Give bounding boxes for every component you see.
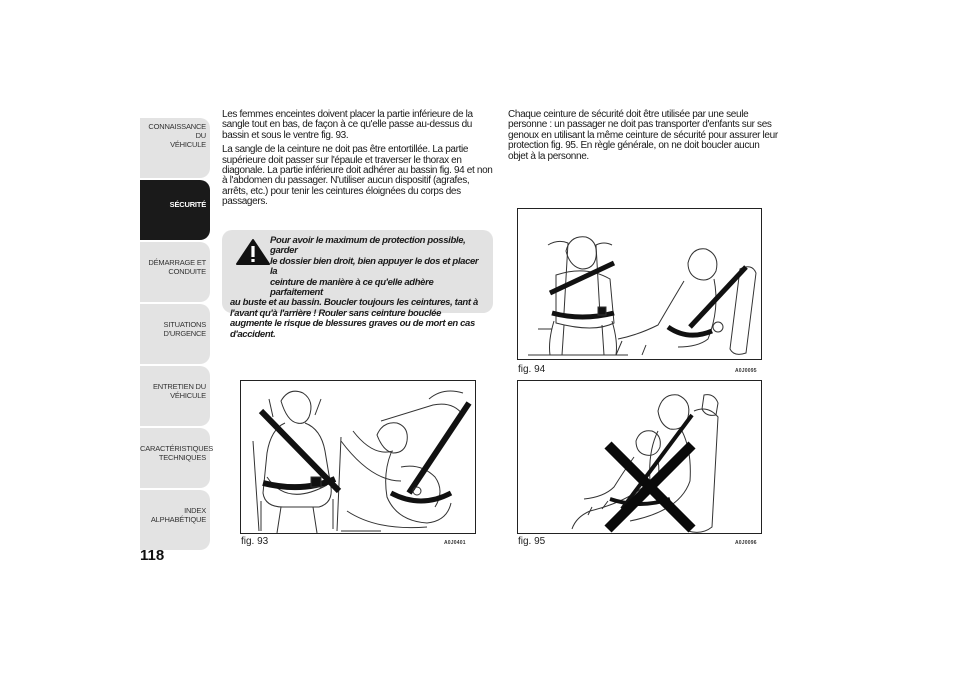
seated-passengers-seatbelt-illustration — [518, 209, 763, 361]
figure-95-code: A0J0096 — [735, 540, 757, 546]
tab-index-alphabetique[interactable]: INDEX ALPHABÉTIQUE — [140, 490, 210, 550]
figure-94-code: A0J0095 — [735, 368, 757, 374]
paragraph: Chaque ceinture de sécurité doit être utilisée par une seule personne : un passager ne doit pas transporter d'enfants sur ses genoux en utilisant la même ceinture de sécurité pour assurer leur protection fig. 95. En règle générale, on ne doit boucler aucun objet à la personne. — [508, 109, 778, 162]
figure-95 — [517, 380, 762, 534]
child-on-lap-forbidden-illustration — [518, 381, 763, 535]
figure-94-caption: fig. 94 — [518, 364, 546, 375]
paragraph: La sangle de la ceinture ne doit pas être entortillée. La partie supérieure doit passer sur l'épaule et traverser le thorax en diagonale. La partie inférieure doit adhérer au bassin fig. 94 et non à l'abdomen du passager. N'utiliser aucun dispositif (agrafes, arrêts, etc.) pour tenir les ceintures éloignées du corps des passagers. — [222, 144, 493, 208]
paragraph: Les femmes enceintes doivent placer la partie inférieure de la sangle tout en bas, de façon à ce qu'elle passe au-dessus du bassin et sous le ventre fig. 93. — [222, 109, 473, 141]
tab-entretien-du-vehicule[interactable]: ENTRETIEN DU VÉHICULE — [140, 366, 210, 426]
tab-securite[interactable]: SÉCURITÉ — [140, 180, 210, 240]
figure-93-caption: fig. 93 — [241, 536, 269, 547]
warning-box — [222, 230, 493, 340]
pregnant-woman-seatbelt-illustration — [241, 381, 477, 535]
figure-94 — [517, 208, 762, 360]
right-column — [508, 110, 780, 166]
tab-situations-d-urgence[interactable]: SITUATIONS D'URGENCE — [140, 304, 210, 364]
tab-demarrage-et-conduite[interactable]: DÉMARRAGE ET CONDUITE — [140, 242, 210, 302]
page-number: 118 — [140, 547, 165, 564]
tab-caracteristiques-techniques[interactable]: CARACTÉRISTIQUES TECHNIQUES — [140, 428, 210, 488]
figure-93-code: A0J0401 — [444, 540, 466, 546]
figure-93 — [240, 380, 476, 534]
left-column — [222, 110, 494, 212]
warning-text: Pour avoir le maximum de protection possible, garder le dossier bien droit, bien appuyer le dos et placer la ceinture de manière à ce qu'elle adhère parfaitement au buste et au bassin. Boucler toujours les ceintures, tant à l'avant qu'à l'arrière ! Rouler sans ceinture bouclée augmente le risque de blessures graves ou de mort en cas d'accident. — [230, 235, 479, 340]
tab-connaissance-du-vehicule[interactable]: CONNAISSANCE DU VÉHICULE — [140, 118, 210, 178]
warning-triangle-icon — [235, 238, 271, 266]
figure-95-caption: fig. 95 — [518, 536, 546, 547]
